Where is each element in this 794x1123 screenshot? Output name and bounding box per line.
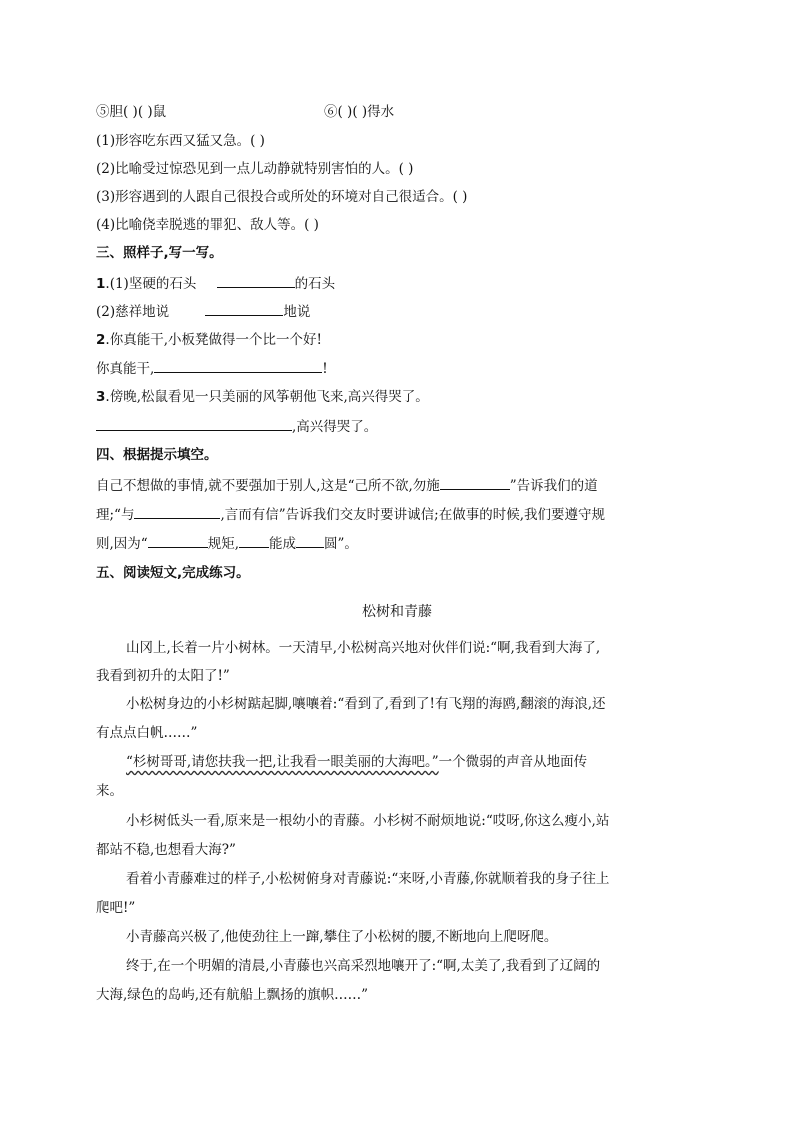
idiom-option-3: (3)形容遇到的人跟自己很投合或所处的环境对自己很适合。( ) — [96, 189, 468, 205]
q3-item-3-blank[interactable] — [96, 416, 292, 431]
q3-item-1a-left: .(1)坚硬的石头 — [105, 276, 197, 292]
article-p2-line-2: 有点点白帆……” — [96, 725, 198, 741]
q3-item-1a-blank[interactable] — [217, 273, 295, 288]
q4-blank-2[interactable] — [134, 504, 220, 519]
q4-blank-4[interactable] — [239, 533, 269, 548]
section-5-title: 五、阅读短文,完成练习。 — [96, 565, 250, 581]
article-p1-line-2: 我看到初升的太阳了!” — [96, 668, 230, 684]
q3-item-3-number: 3 — [96, 389, 106, 405]
q4-line-2-text-b: ,言而有信”告诉我们交友时要讲诚信;在做事的时候,我们要遵守规 — [220, 507, 605, 523]
q4-line-3 — [96, 533, 358, 554]
idiom-option-4: (4)比喻侥幸脱逃的罪犯、敌人等。( ) — [96, 217, 319, 233]
q3-item-1a — [96, 273, 335, 294]
q3-item-2-prefix: 你真能干, — [96, 361, 155, 377]
q4-line-2 — [96, 504, 605, 525]
q3-item-2 — [96, 330, 322, 350]
q3-item-1-number: 1 — [96, 276, 106, 292]
q4-line-1 — [96, 475, 598, 496]
q3-item-2-text: .你真能干,小板凳做得一个比一个好! — [105, 332, 322, 348]
q4-line-3-text-c: 能成 — [269, 536, 296, 552]
q3-item-2-suffix: ! — [322, 361, 328, 377]
section-4-title: 四、根据提示填空。 — [96, 447, 218, 463]
article-p2-line-1: 小松树身边的小杉树踮起脚,嚷嚷着:“看到了,看到了!有飞翔的海鸥,翻滚的海浪,还 — [126, 696, 606, 712]
q4-blank-3[interactable] — [148, 533, 208, 548]
q3-item-2-blank[interactable] — [154, 358, 322, 373]
q3-item-3-answer — [96, 416, 377, 437]
q3-item-1b-right: 地说 — [283, 304, 311, 320]
q4-line-3-text-a: 则,因为“ — [96, 536, 148, 552]
q3-item-1b-blank[interactable] — [205, 301, 283, 316]
idiom-row — [96, 102, 395, 122]
q3-item-1a-right: 的石头 — [294, 276, 336, 292]
article-p7-line-2: 大海,绿色的岛屿,还有航船上飘扬的旗帜……” — [96, 987, 368, 1003]
idiom-item-6: ⑥( )( )得水 — [324, 104, 395, 120]
article-title: 松树和青藤 — [362, 604, 432, 620]
article-p5-line-2: 爬吧!” — [96, 900, 136, 916]
q4-blank-5[interactable] — [296, 533, 324, 548]
q3-item-2-answer — [96, 358, 328, 379]
article-p4-line-2: 都站不稳,也想看大海?” — [96, 842, 236, 858]
q3-item-1b — [96, 301, 310, 322]
q4-line-1-text-b: ”告诉我们的道 — [509, 478, 598, 494]
idiom-option-2: (2)比喻受过惊恐见到一点儿动静就特别害怕的人。( ) — [96, 161, 414, 177]
idiom-item-5: ⑤胆( )( )鼠 — [96, 104, 167, 120]
q3-item-1b-left: (2)慈祥地说 — [96, 304, 170, 320]
q4-blank-1[interactable] — [440, 475, 510, 490]
article-p7-line-1: 终于,在一个明媚的清晨,小青藤也兴高采烈地嚷开了:“啊,太美了,我看到了辽阔的 — [126, 958, 601, 974]
wavy-underlined-sentence: “杉树哥哥,请您扶我一把,让我看一眼美丽的大海吧。” — [126, 754, 439, 770]
article-p3-line-2: 来。 — [96, 783, 123, 799]
article-p3-line-1 — [126, 752, 587, 772]
article-p6-line-1: 小青藤高兴极了,他使劲往上一蹿,攀住了小松树的腰,不断地向上爬呀爬。 — [126, 929, 558, 945]
q4-line-2-text-a: 理;“与 — [96, 507, 135, 523]
idiom-option-1: (1)形容吃东西又猛又急。( ) — [96, 133, 265, 149]
q4-line-1-text-a: 自己不想做的事情,就不要强加于别人,这是“己所不欲,勿施 — [96, 478, 440, 494]
article-p1-line-1: 山冈上,长着一片小树林。一天清早,小松树高兴地对伙伴们说:“啊,我看到大海了, — [126, 640, 601, 656]
section-3-title: 三、照样子,写一写。 — [96, 245, 223, 261]
article-p4-line-1: 小杉树低头一看,原来是一根幼小的青藤。小杉树不耐烦地说:“哎呀,你这么瘦小,站 — [126, 813, 610, 829]
article-p3-rest: 一个微弱的声音从地面传 — [438, 754, 588, 770]
q3-item-2-number: 2 — [96, 332, 106, 348]
q3-item-3-text: .傍晚,松鼠看见一只美丽的风筝朝他飞来,高兴得哭了。 — [105, 389, 429, 405]
article-p5-line-1: 看着小青藤难过的样子,小松树俯身对青藤说:“来呀,小青藤,你就顺着我的身子往上 — [126, 871, 610, 887]
q4-line-3-text-b: 规矩, — [207, 536, 239, 552]
q3-item-3 — [96, 387, 429, 407]
q4-line-3-text-d: 圆”。 — [324, 536, 358, 552]
q3-item-3-suffix: ,高兴得哭了。 — [292, 419, 378, 435]
